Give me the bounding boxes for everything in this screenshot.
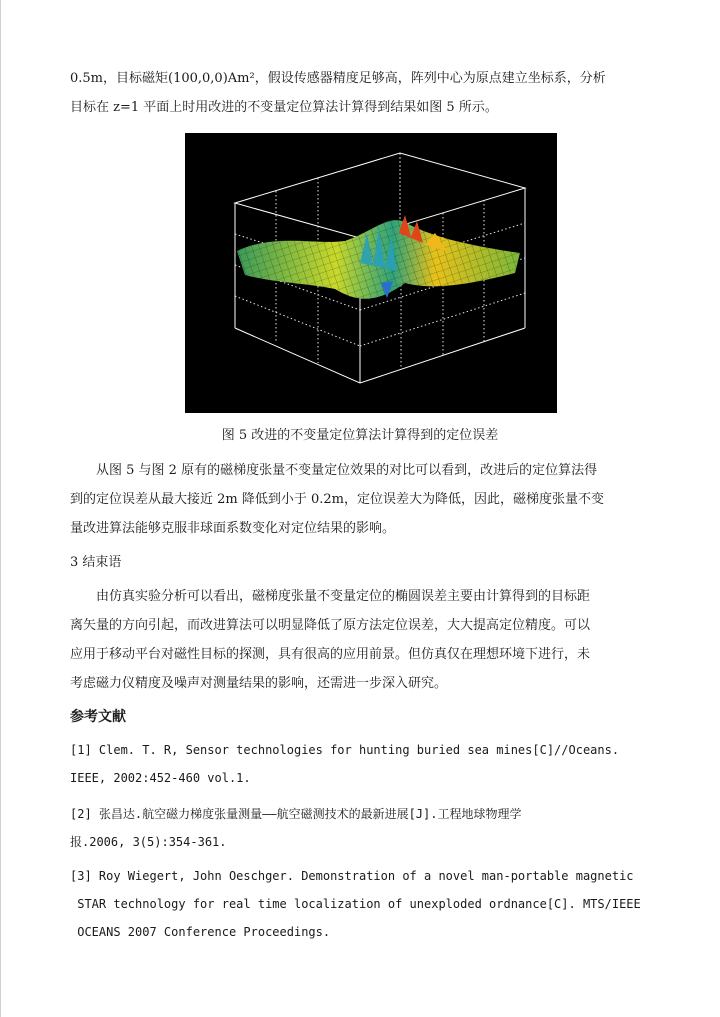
reference-1-line-1: [1] Clem. T. R, Sensor technologies for hunting buried sea mines[C]//Oceans.	[70, 743, 620, 757]
surface-plot-svg	[185, 133, 557, 413]
reference-2-line-1: [2] 张昌达.航空磁力梯度张量测量——航空磁测技术的最新进展[J].工程地球物理学	[70, 807, 522, 821]
reference-3-line-1: [3] Roy Wiegert, John Oeschger. Demonstration of a novel man-portable magnetic	[70, 869, 634, 883]
conclusion-line-3: 应用于移动平台对磁性目标的探测，具有很高的应用前景。但仿真仅在理想环境下进行，未	[70, 647, 591, 662]
reference-3-line-2: STAR technology for real time localization of unexploded ordnance[C]. MTS/IEEE	[70, 897, 641, 911]
intro-line-1: 0.5m，目标磁矩(100,0,0)Am²，假设传感器精度足够高，阵列中心为原点建立坐标系，分析	[70, 71, 606, 86]
reference-item	[70, 800, 660, 856]
reference-item	[70, 862, 660, 946]
comparison-line-3: 量改进算法能够克服非球面系数变化对定位结果的影响。	[70, 521, 396, 536]
conclusion-line-4: 考虑磁力仪精度及噪声对测量结果的影响，还需进一步深入研究。	[70, 676, 448, 691]
error-surface	[237, 215, 520, 299]
comparison-line-1: 从图 5 与图 2 原有的磁梯度张量不变量定位效果的对比可以看到，改进后的定位算法得	[96, 463, 598, 478]
intro-paragraph	[70, 64, 660, 122]
conclusion-paragraph	[70, 582, 660, 698]
references-heading: 参考文献	[70, 709, 126, 725]
section-heading: 3 结束语	[70, 555, 122, 570]
conclusion-line-1: 由仿真实验分析可以看出，磁梯度张量不变量定位的椭圆误差主要由计算得到的目标距	[96, 589, 591, 604]
intro-line-2: 目标在 z=1 平面上时用改进的不变量定位算法计算得到结果如图 5 所示。	[70, 100, 498, 115]
comparison-line-2: 到的定位误差从最大接近 2m 降低到小于 0.2m，定位误差大为降低，因此，磁梯度张量不变	[70, 492, 604, 507]
figure-5-surface-plot	[185, 133, 557, 413]
reference-2-line-2: 报.2006, 3(5):354-361.	[70, 835, 227, 849]
comparison-paragraph	[70, 456, 660, 543]
page-border-line	[0, 0, 1, 1017]
conclusion-line-2: 离矢量的方向引起，而改进算法可以明显降低了原方法定位误差，大大提高定位精度。可以	[70, 618, 591, 633]
reference-1-line-2: IEEE, 2002:452-460 vol.1.	[70, 771, 251, 785]
figure-caption: 图 5 改进的不变量定位算法计算得到的定位误差	[221, 428, 499, 443]
reference-item	[70, 736, 660, 792]
reference-3-line-3: OCEANS 2007 Conference Proceedings.	[70, 925, 331, 939]
